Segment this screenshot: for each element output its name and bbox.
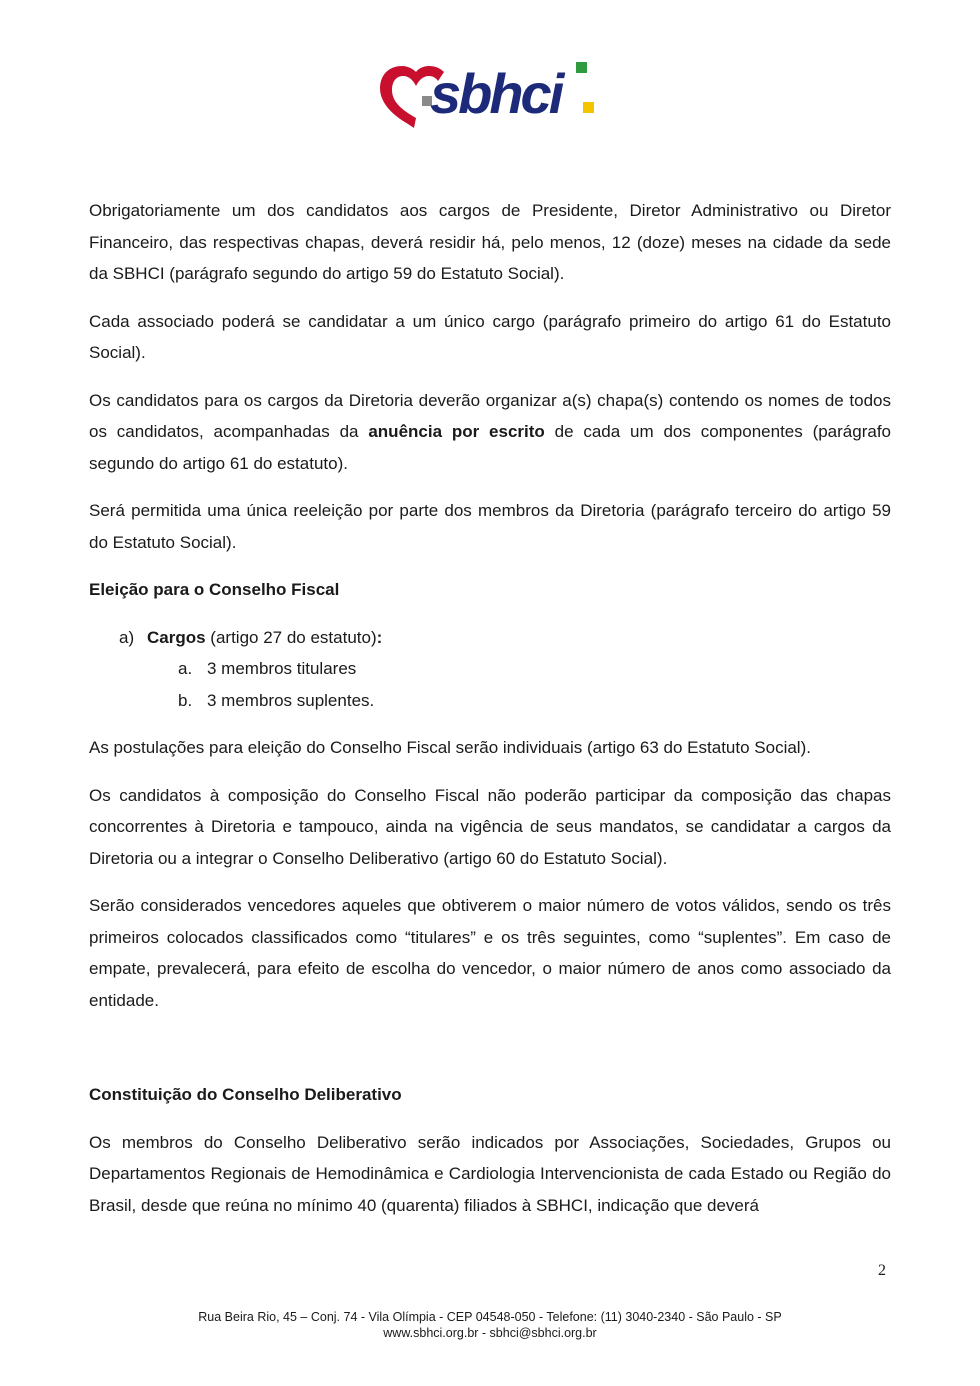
document-body	[89, 195, 891, 1237]
footer-address: Rua Beira Rio, 45 – Conj. 74 - Vila Olímpia - CEP 04548-050 - Telefone: (11) 3040-2340 - São Paulo - SP	[198, 1310, 782, 1324]
slates-text-start: Os candidatos para os cargos da Diretoria deverão organizar a(s) chapa(s) contendo os nomes de todos os candidatos, acompanhadas da	[89, 390, 891, 441]
list-marker: b.	[178, 690, 193, 710]
list-subitem	[89, 685, 891, 717]
list-item-bold: Cargos	[147, 627, 206, 647]
slates-bold-consent: anuência por escrito	[368, 422, 545, 441]
page-number: 2	[878, 1262, 886, 1279]
list-marker: a)	[119, 627, 135, 647]
slates-text-end: de cada um dos componentes (parágrafo segundo do artigo 61 do estatuto).	[89, 422, 892, 473]
paragraph-residence: Obrigatoriamente um dos candidatos aos cargos de Presidente, Diretor Administrativo ou Diretor Financeiro, das respectivas chapas, deverá residir há, pelo menos, 12 (doze) meses na cidade da sede da SBHCI (parágrafo segundo do artigo 59 do Estatuto Social).	[89, 201, 891, 283]
list-item-colon: :	[376, 627, 383, 647]
list-marker: a.	[178, 659, 193, 678]
paragraph-reelection: Será permitida uma única reeleição por parte dos membros da Diretoria (parágrafo terceiro do artigo 59 do Estatuto Social).	[89, 501, 891, 552]
list-subitem-text: 3 membros titulares	[207, 659, 357, 678]
list-subitem-text: 3 membros suplentes.	[207, 690, 375, 710]
list-subitem	[89, 653, 891, 685]
paragraph-slates	[89, 385, 891, 480]
green-square-icon	[576, 62, 587, 73]
paragraph-fiscal-restrictions: Os candidatos à composição do Conselho Fiscal não poderão participar da composição das chapas concorrentes à Diretoria e tampouco, ainda na vigência de seus mandatos, se candidatar a cargos da Diretoria ou a integrar o Conselho Deliberativo (artigo 60 do Estatuto Social).	[89, 785, 891, 868]
logo-wordmark: sbhci	[430, 62, 562, 125]
positions-list	[89, 622, 891, 717]
paragraph-single-candidacy: Cada associado poderá se candidatar a um único cargo (parágrafo primeiro do artigo 61 do Estatuto Social).	[89, 311, 891, 362]
sbhci-logo	[378, 58, 604, 132]
paragraph-winners: Serão considerados vencedores aqueles que obtiverem o maior número de votos válidos, sendo os três primeiros colocados classificados como “titulares” e os três seguintes, como “suplentes”. Em caso de empate, prevalecerá, para efeito de escolha do vencedor, o maior número de anos como associado da entidade.	[89, 896, 891, 1010]
page-footer	[0, 1309, 980, 1341]
list-item	[89, 622, 891, 654]
paragraph-individual-applications: As postulações para eleição do Conselho Fiscal serão individuais (artigo 63 do Estatuto Social).	[89, 738, 811, 757]
spacer	[89, 1032, 891, 1079]
heading-fiscal-council: Eleição para o Conselho Fiscal	[89, 580, 340, 599]
yellow-square-icon	[583, 102, 594, 113]
list-item-text: (artigo 27 do estatuto)	[205, 627, 377, 647]
paragraph-deliberative-members: Os membros do Conselho Deliberativo serão indicados por Associações, Sociedades, Grupos ou Departamentos Regionais de Hemodinâmica e Cardiologia Intervencionista de cada Estado ou Região do Brasil, desde que reúna no mínimo 40 (quarenta) filiados à SBHCI, indicação que deverá	[89, 1132, 891, 1215]
footer-contact: www.sbhci.org.br - sbhci@sbhci.org.br	[383, 1326, 597, 1340]
heading-deliberative-council: Constituição do Conselho Deliberativo	[89, 1085, 402, 1104]
